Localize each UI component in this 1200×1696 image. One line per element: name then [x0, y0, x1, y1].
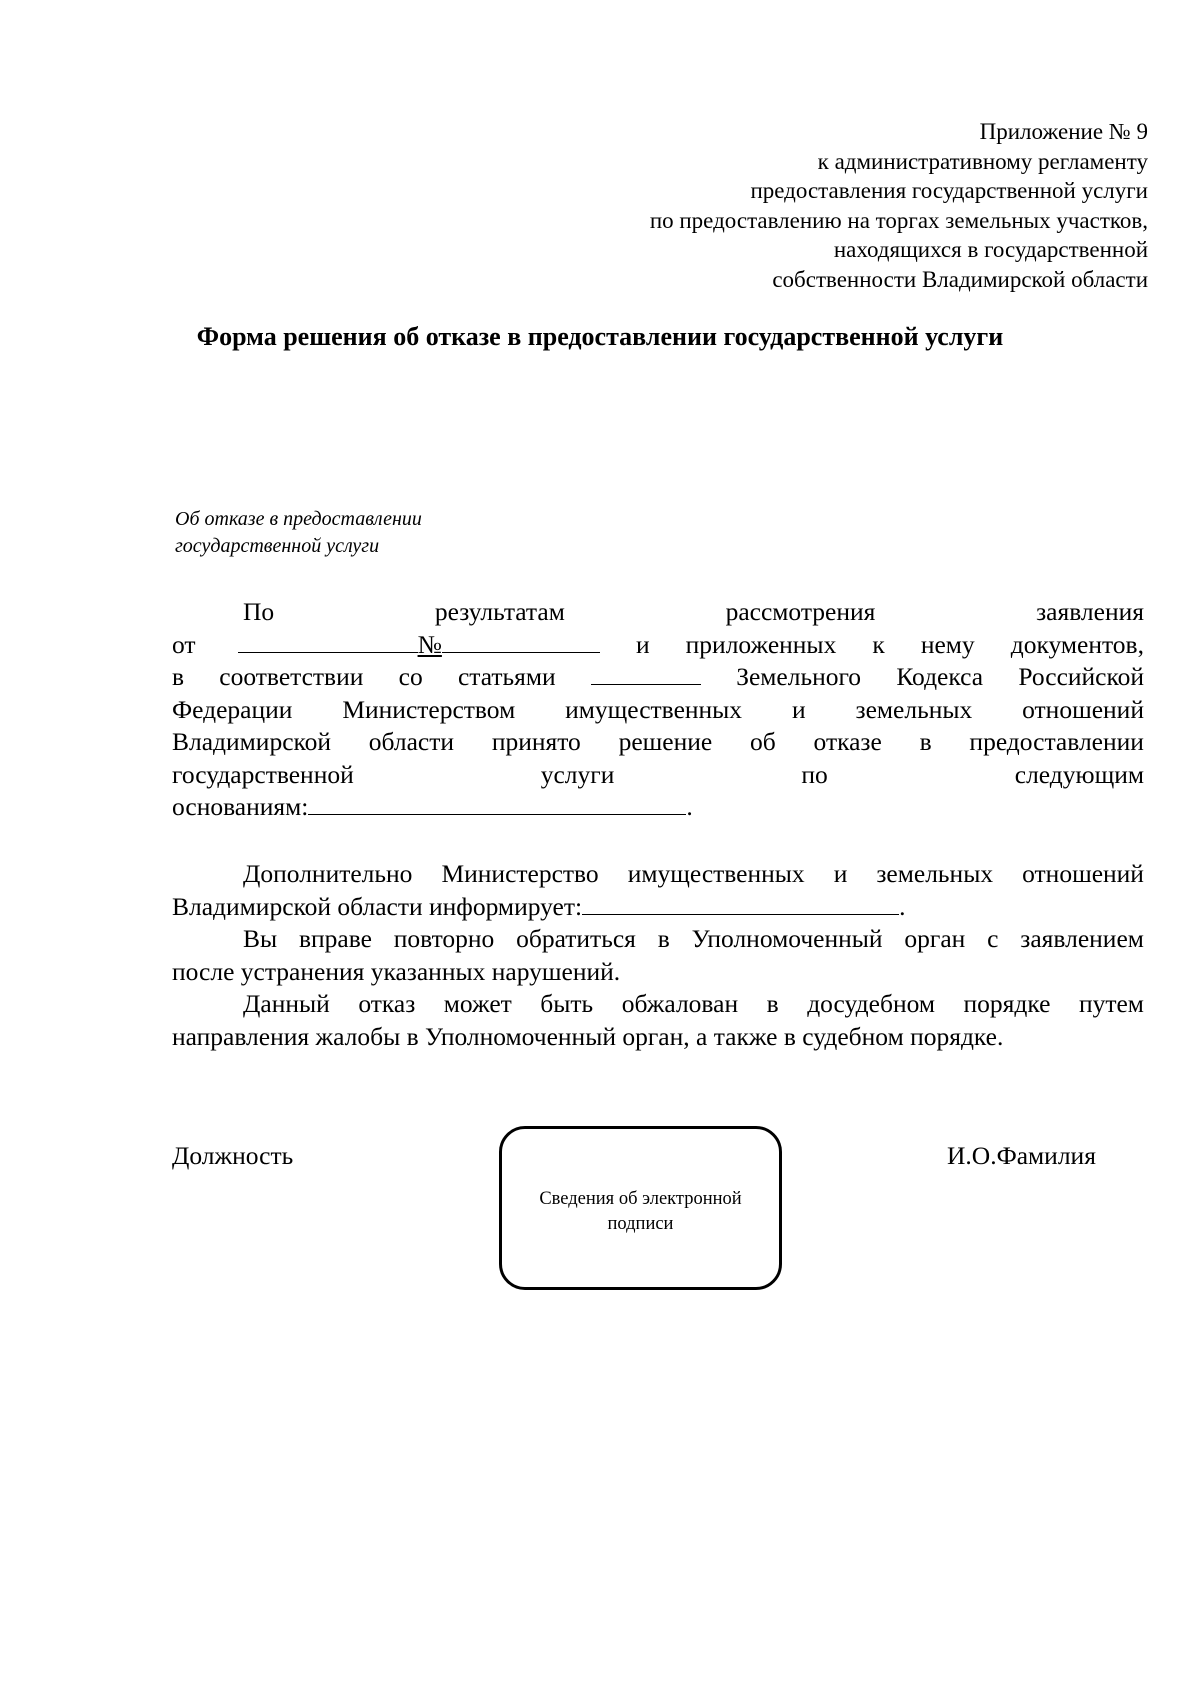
word: Владимирской: [172, 727, 332, 756]
word: земельных: [876, 859, 994, 888]
text-line: [172, 891, 1144, 924]
word: в: [172, 662, 185, 691]
text-line: [172, 791, 1144, 824]
word: государственной: [172, 759, 354, 789]
signature-box-line: Сведения об электронной: [539, 1189, 742, 1209]
word: в: [919, 727, 932, 756]
word: услуги: [540, 759, 615, 789]
word: об: [750, 727, 776, 756]
word: Уполномоченный: [691, 924, 883, 953]
decision-paragraph: [172, 596, 1144, 824]
word: от: [172, 629, 196, 659]
word: отношений: [1022, 859, 1144, 888]
word: Кодекса: [896, 662, 984, 691]
word: принято: [491, 727, 581, 756]
grounds-label: основаниям:: [172, 792, 309, 821]
word: и: [833, 859, 848, 888]
word: результатам: [434, 597, 565, 626]
word: к: [872, 629, 885, 659]
electronic-signature-box: [499, 1126, 782, 1290]
word: Федерации: [172, 694, 293, 724]
additional-info-paragraph: [172, 858, 1144, 1053]
word: по: [801, 759, 828, 789]
appendix-line: Приложение № 9: [979, 119, 1148, 144]
decision-subject: [175, 506, 422, 560]
word: Данный: [243, 989, 330, 1018]
text: направления жалобы в Уполномоченный орган, а также в судебном порядке.: [172, 1021, 1004, 1051]
text-line: [172, 694, 1144, 727]
text-line: [172, 596, 1144, 629]
appendix-line: собственности Владимирской области: [772, 266, 1148, 292]
word: обжалован: [621, 989, 739, 1018]
word: повторно: [393, 924, 495, 953]
word: решение: [618, 727, 713, 756]
word: обратиться: [516, 924, 636, 953]
text-line: [172, 988, 1144, 1021]
word: заявления: [1036, 597, 1144, 626]
word: рассмотрения: [725, 597, 876, 626]
grounds-blank: [308, 792, 686, 815]
word: досудебном: [807, 989, 935, 1018]
word: Вы: [243, 924, 278, 953]
word: с: [987, 924, 999, 953]
number-blank: [442, 630, 600, 653]
appendix-line: предоставления государственной услуги: [750, 178, 1148, 203]
informs-blank: [582, 892, 899, 915]
word: со: [398, 662, 423, 691]
text-line: [172, 858, 1144, 891]
word: документов,: [1010, 629, 1144, 659]
word: предоставлении: [969, 727, 1144, 756]
word: заявлением: [1020, 924, 1144, 953]
word: орган: [904, 924, 966, 953]
word: Министерство: [441, 859, 599, 888]
word: отношений: [1022, 694, 1144, 724]
articles-blank: [591, 662, 701, 685]
word: порядке: [963, 989, 1051, 1018]
word: быть: [540, 989, 594, 1018]
text-line: [172, 923, 1144, 956]
word: приложенных: [685, 629, 837, 659]
word: Российской: [1018, 662, 1144, 691]
text-line: [172, 629, 1144, 662]
appendix-line: к административному регламенту: [817, 148, 1148, 174]
word: имущественных: [627, 859, 805, 888]
text: после устранения указанных нарушений.: [172, 956, 621, 986]
word: соответствии: [219, 662, 364, 691]
text-line: [172, 759, 1144, 792]
signatory-name: И.О.Фамилия: [947, 1141, 1096, 1170]
appendix-line: по предоставлению на торгах земельных участков,: [649, 207, 1148, 233]
word: следующим: [1014, 759, 1144, 789]
text-line: [172, 1021, 1144, 1054]
word: нему: [920, 629, 975, 659]
word: имущественных: [565, 694, 743, 724]
subject-line: Об отказе в предоставлении: [175, 508, 422, 530]
word: Министерством: [342, 694, 516, 724]
word: отказе: [813, 727, 882, 756]
period: .: [686, 792, 693, 821]
date-blank: [238, 630, 418, 653]
word: По: [243, 597, 275, 626]
period: .: [899, 891, 906, 921]
text-line: [172, 956, 1144, 989]
subject-line: государственной услуги: [175, 535, 380, 557]
informs-label: Владимирской области информирует:: [172, 891, 583, 921]
word: и: [791, 694, 806, 724]
word: Дополнительно: [243, 859, 413, 888]
appendix-line: находящихся в государственной: [833, 237, 1148, 262]
word: отказ: [358, 989, 416, 1018]
word: путем: [1078, 989, 1144, 1018]
word: в: [766, 989, 779, 1018]
word: в: [657, 924, 670, 953]
signature-box-text: [502, 1187, 779, 1237]
word: и: [635, 629, 650, 659]
signatory-position: Должность: [172, 1141, 294, 1170]
word: земельных: [855, 694, 973, 724]
appendix-header: [508, 117, 1148, 294]
word: области: [368, 727, 455, 756]
word: вправе: [298, 924, 372, 953]
signature-box-line: подписи: [607, 1214, 674, 1234]
date-number-group: [172, 629, 600, 662]
word: статьями: [457, 662, 556, 691]
word: Земельного: [736, 662, 862, 691]
number-sign: №: [417, 629, 442, 659]
form-title: Форма решения об отказе в предоставлении государственной услуги: [196, 322, 1004, 351]
text-line: [172, 726, 1144, 759]
word: может: [443, 989, 512, 1018]
text-line: [172, 661, 1144, 694]
